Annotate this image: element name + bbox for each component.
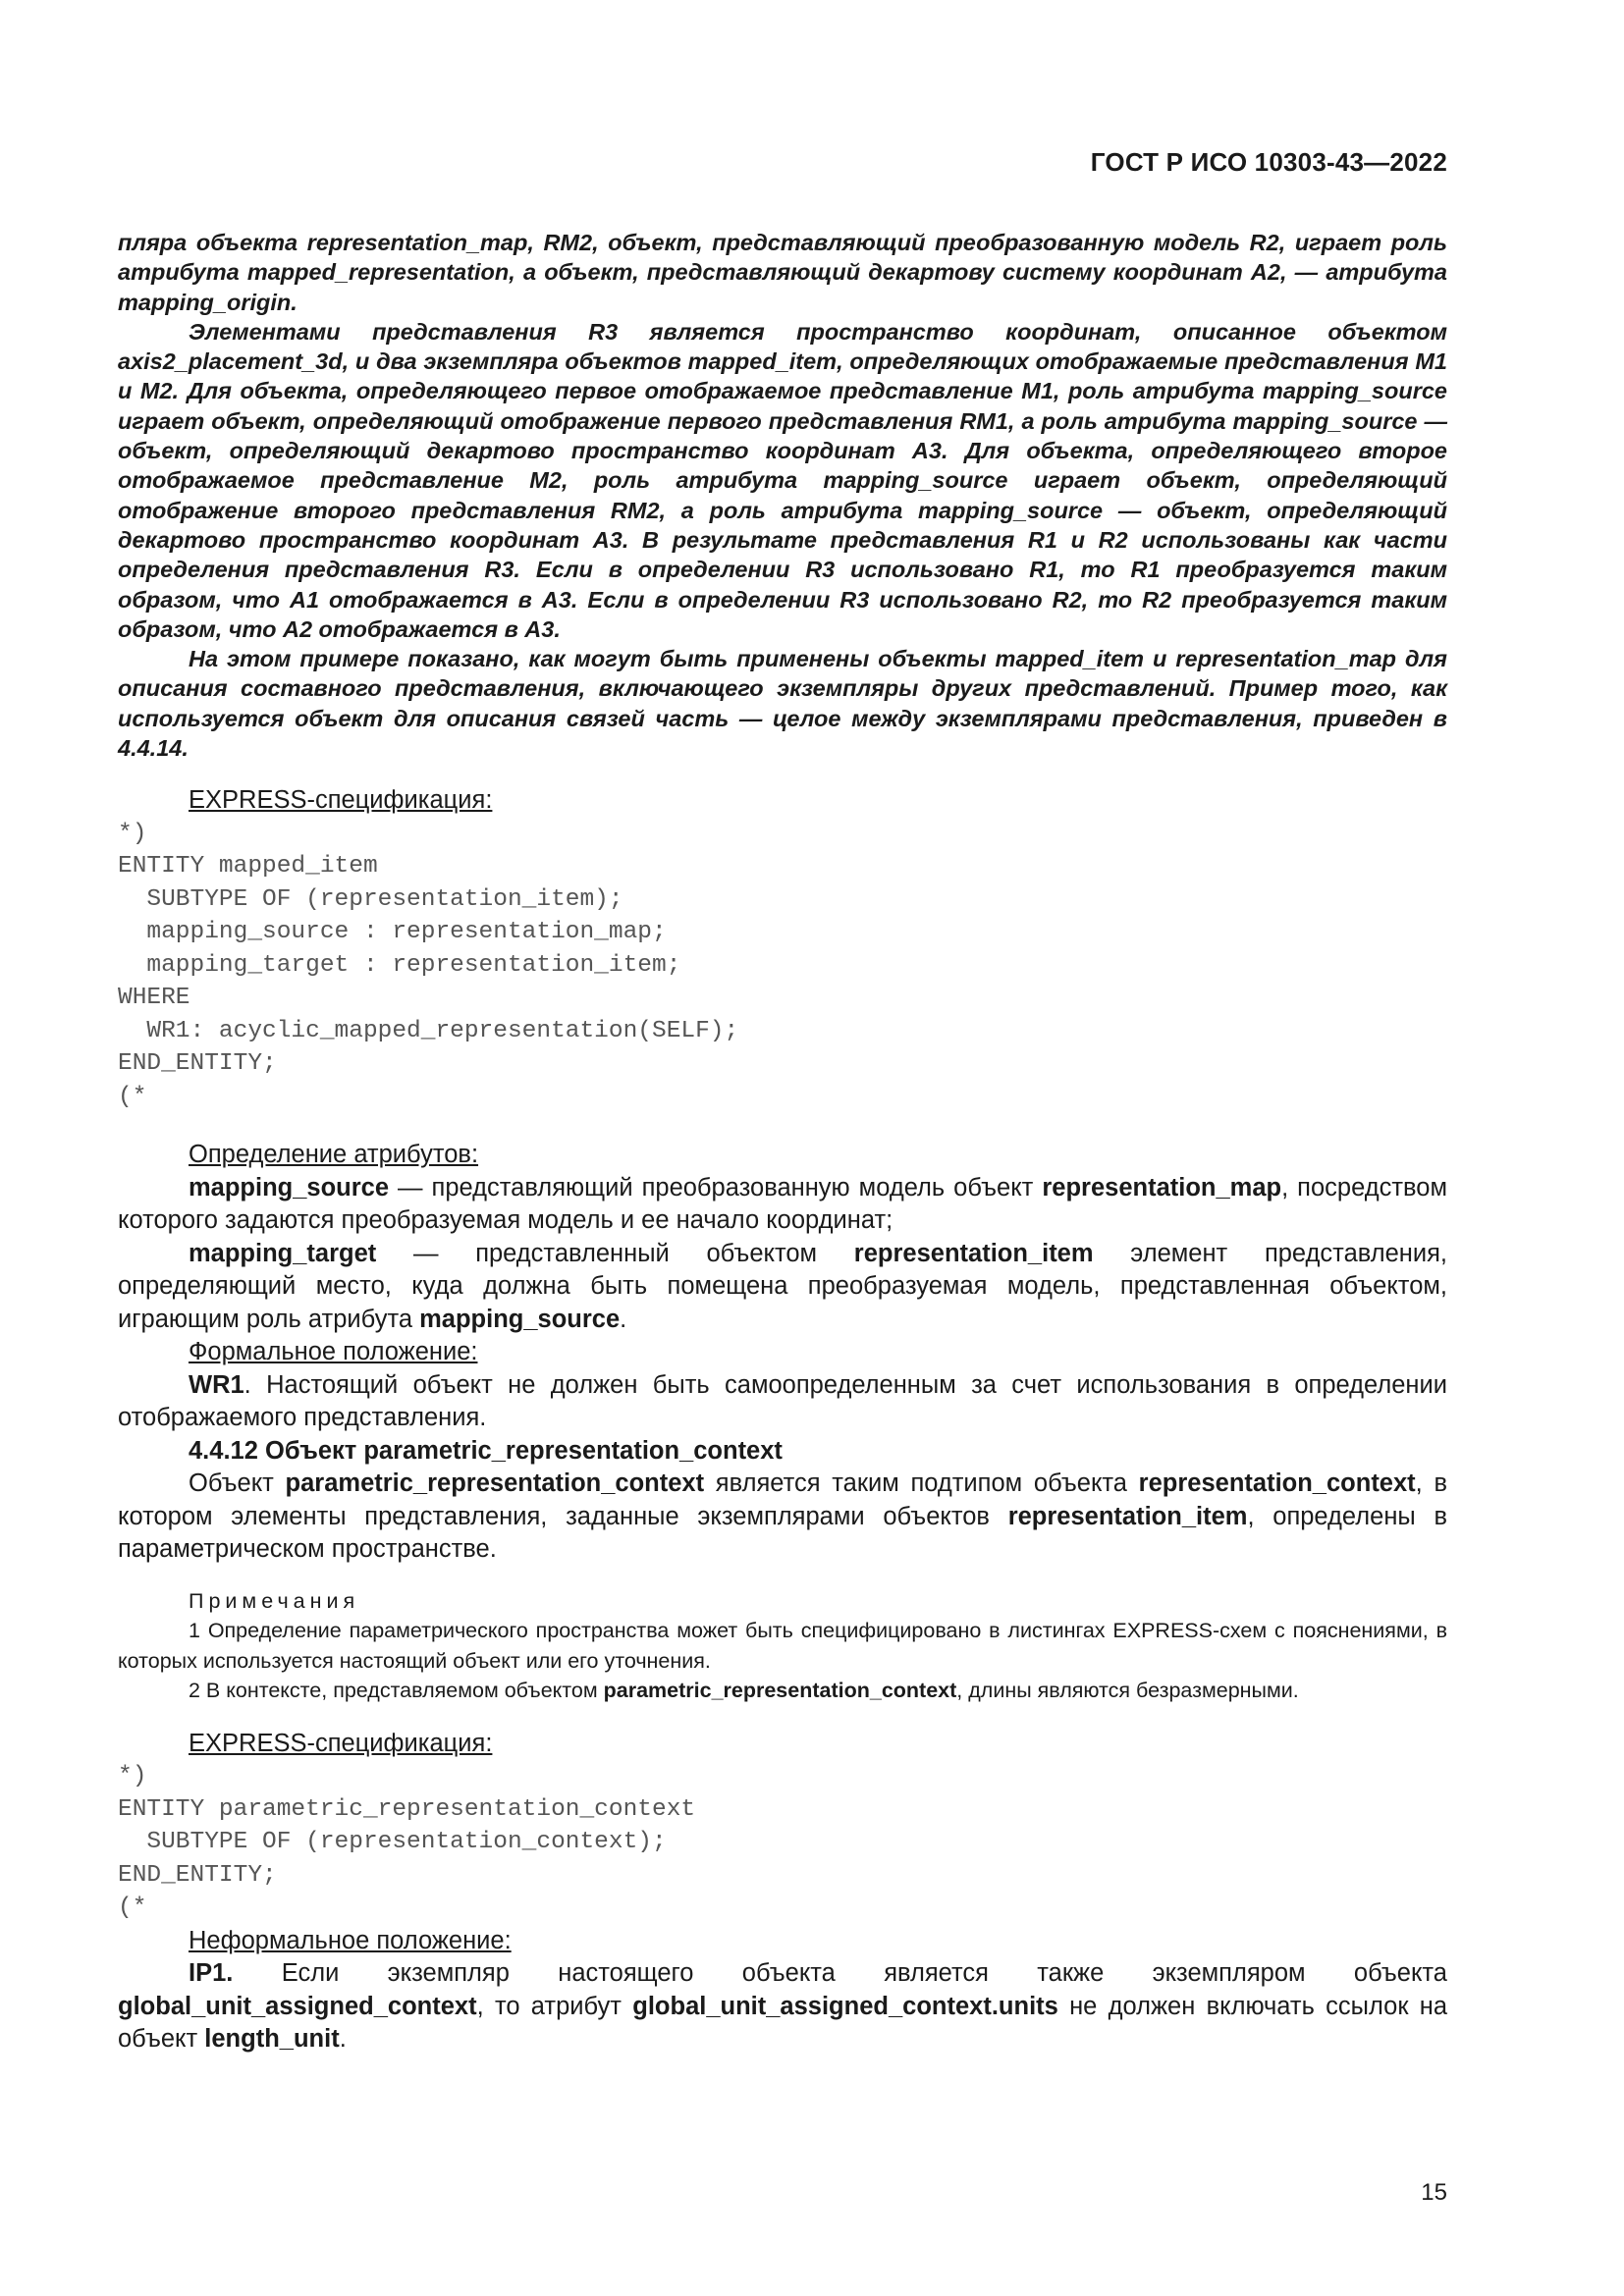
attribute-mapping-source: mapping_source — представляющий преобразованную модель объект representation_map, посредством которого задаются преобразуемая модель и ее начало координат; — [118, 1173, 1448, 1235]
formal-proposition-wr1: WR1. Настоящий объект не должен быть самоопределенным за счет использования в определении отображаемого представления. — [118, 1370, 1447, 1432]
formal-proposition-label: Формальное положение: — [189, 1338, 478, 1366]
paragraph-r3-elements: Элементами представления R3 является пространство координат, описанное объектом axis2_placement_3d, и два экземпляра объектов mapped_item, определяющих отображаемые представления M1 и M2. Для объекта, определяющего первое отображаемое представление M1, роль атрибута mapping_source играет объект, определяющий отображение первого представления RM1, а роль атрибута mapping_source — объект, определяющий декартово пространство координат A3. Для объекта, определяющего второе отображаемое представление M2, роль атрибута mapping_source играет объект, определяющий отображение второго представления RM2, а роль атрибута mapping_source — объект, определяющий декартово пространство координат A3. В результате представления R1 и R2 использованы как части определения представления R3. Если в определении R3 использовано R1, то R1 преобразуется таким образом, что A1 отображается в A3. Если в определении R3 использовано R2, то R2 преобразуется таким образом, что A2 отображается в A3. — [118, 318, 1447, 642]
informal-proposition-ip1: IP1. Если экземпляр настоящего объекта является также экземпляром объекта global_unit_assigned_context, то атрибут global_unit_assigned_context.units не должен включать ссылок на объект length_unit. — [118, 1959, 1447, 2054]
section-description: Объект parametric_representation_context является таким подтипом объекта representation_context, в котором элементы представления, заданные экземплярами объектов representation_item, определены в параметрическом пространстве. — [118, 1469, 1448, 1564]
paragraph-continuation: пляра объекта representation_map, RM2, объект, представляющий преобразованную модель R2, играет роль атрибута mapped_representation, а объект, представляющий декартову систему координат A2, — атрибута mapping_origin. — [118, 230, 1447, 315]
express-spec-label: EXPRESS-спецификация: — [189, 786, 493, 815]
section-title: 4.4.12 Объект parametric_representation_context — [189, 1436, 783, 1465]
informal-proposition-label: Неформальное положение: — [189, 1926, 512, 1954]
note-1: 1 Определение параметрического пространства может быть специфицировано в листингах EXPRESS-схем с пояснениями, в которых используется настоящий объект или его уточнения. — [118, 1619, 1447, 1673]
page-number: 15 — [1421, 2179, 1447, 2206]
notes-label: Примечания — [189, 1588, 360, 1613]
note-2: 2 В контексте, представляемом объектом parametric_representation_context, длины являются безразмерными. — [189, 1679, 1299, 1703]
attribute-mapping-target: mapping_target — представленный объектом representation_item элемент представления, определяющий место, куда должна быть помещена преобразуемая модель, представленная объектом, играющим роль атрибута mapping_source. — [118, 1239, 1448, 1333]
express-spec-label-2: EXPRESS-спецификация: — [189, 1729, 493, 1757]
document-header: ГОСТ Р ИСО 10303-43—2022 — [1090, 147, 1447, 177]
page-body — [118, 228, 1447, 2056]
attribute-definitions-label: Определение атрибутов: — [189, 1141, 479, 1169]
paragraph-example-summary: На этом примере показано, как могут быть применены объекты mapped_item и representation_map для описания составного представления, включающего экземпляры других представлений. Пример того, как используется объект для описания связей часть — целое между экземплярами представления, приведен в 4.4.14. — [118, 646, 1447, 762]
express-code-parametric-context: *) ENTITY parametric_representation_context SUBTYPE OF (representation_context); END_ENTITY; (* — [118, 1763, 696, 1922]
express-code-mapped-item: *) ENTITY mapped_item SUBTYPE OF (representation_item); mapping_source : representation_map; mapping_target : representation_item; WHERE WR1: acyclic_mapped_representation(SELF); END_ENTITY; (* — [118, 820, 739, 1110]
